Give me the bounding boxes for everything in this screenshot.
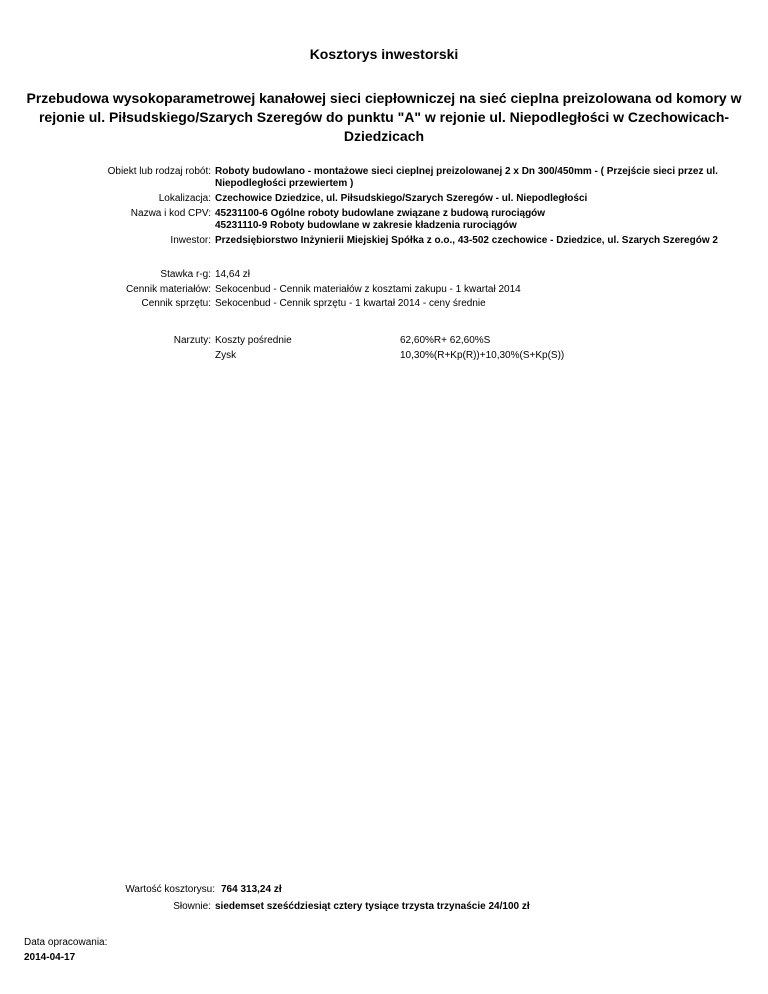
location-label: Lokalizacja:	[158, 193, 211, 204]
document-title: Kosztorys inwestorski	[309, 46, 459, 62]
cpv-value-line2: 45231110-9 Roboty budowlane w zakresie kładzenia rurociągów	[215, 220, 517, 231]
equipment-price-list-label: Cennik sprzętu:	[141, 298, 211, 309]
preparation-date-label: Data opracowania:	[24, 937, 108, 948]
rate-label: Stawka r-g:	[160, 269, 211, 280]
markup-name: Koszty pośrednie	[215, 335, 292, 346]
investor-label: Inwestor:	[170, 235, 211, 246]
markup-name: Zysk	[215, 350, 237, 361]
total-value-amount: 764 313,24 zł	[221, 884, 282, 895]
total-in-words-label: Słownie:	[173, 901, 211, 912]
investor-value: Przedsiębiorstwo Inżynierii Miejskiej Spółka z o.o., 43-502 czechowice - Dziedzice, ul. Szarych Szeregów 2	[215, 235, 718, 246]
preparation-date-value: 2014-04-17	[24, 952, 76, 963]
materials-price-list-value: Sekocenbud - Cennik materiałów z kosztami zakupu - 1 kwartał 2014	[215, 284, 521, 295]
cpv-label: Nazwa i kod CPV:	[130, 208, 211, 219]
markup-formula: 62,60%R+ 62,60%S	[400, 335, 491, 346]
markups-label: Narzuty:	[173, 335, 211, 346]
total-in-words-value: siedemset sześćdziesiąt cztery tysiące trzysta trzynaście 24/100 zł	[215, 901, 530, 912]
object-label: Obiekt lub rodzaj robót:	[107, 166, 211, 177]
project-title: Przebudowa wysokoparametrowej kanałowej sieci ciepłowniczej na sieć cieplna preizolowana od komory w rejonie ul. Piłsudskiego/Szarych Szeregów do punktu "A" w rejonie ul. Niepodległości w Czechowicach- Dziedzicach	[26, 90, 742, 144]
rate-value: 14,64 zł	[215, 269, 251, 280]
location-value: Czechowice Dziedzice, ul. Piłsudskiego/Szarych Szeregów - ul. Niepodległości	[215, 193, 588, 204]
materials-price-list-label: Cennik materiałów:	[125, 284, 211, 295]
markup-formula: 10,30%(R+Kp(R))+10,30%(S+Kp(S))	[400, 350, 565, 361]
total-value-label: Wartość kosztorysu:	[125, 884, 215, 895]
cpv-value-line1: 45231100-6 Ogólne roboty budowlane związane z budową rurociągów	[215, 208, 546, 219]
object-value-line1: Roboty budowlano - montażowe sieci cieplnej preizolowanej 2 x Dn 300/450mm - ( Przejście sieci przez ul.	[215, 166, 718, 177]
equipment-price-list-value: Sekocenbud - Cennik sprzętu - 1 kwartał 2014 - ceny średnie	[215, 298, 486, 309]
object-value-line2: Niepodległości przewiertem )	[215, 178, 354, 189]
